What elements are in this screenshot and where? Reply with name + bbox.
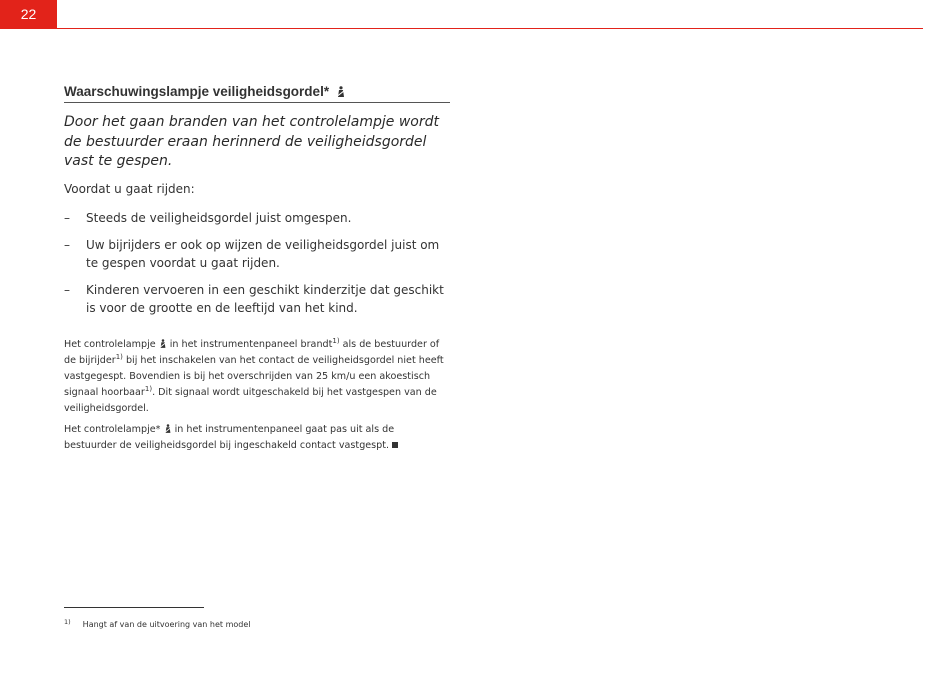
- footnote-ref: 1): [144, 384, 153, 393]
- lead-text: Voordat u gaat rijden:: [64, 182, 195, 196]
- bullet-dash: –: [64, 238, 70, 252]
- footnote: [64, 618, 251, 629]
- footnote-rule: [64, 607, 204, 608]
- section-heading: [64, 84, 346, 99]
- heading-rule: [64, 102, 450, 103]
- header-rule: [57, 28, 923, 29]
- list-item: – Kinderen vervoeren in een geschikt kinderzitje dat geschikt is voor de grootte en de leeftijd van het kind.: [64, 283, 444, 315]
- seatbelt-warning-icon: [164, 424, 172, 433]
- footnote-ref: 1): [115, 352, 123, 361]
- list-item: – Steeds de veiligheidsgordel juist omgespen.: [64, 211, 352, 225]
- bullet-dash: –: [64, 283, 70, 297]
- paragraph-light-off: Het controlelampje* in het instrumentenpaneel gaat pas uit als de bestuurder de veiligheidsgordel bij ingeschakeld contact vastgespt.: [64, 422, 449, 454]
- paragraph-warning-light: Het controlelampje in het instrumentenpaneel brandt$^{1)}$ als de bestuurder of de bijrijder$^{1)}$ bij het inschakelen van het contact de veiligheidsgordel niet heeft vastgegespt. Bovendien is bij het overschrijden van 25 km/u een akoestisch signaal hoorbaar$^{1)}$. Dit signaal wordt uitgeschakeld bij het vastgespen van de veiligheidsgordel.: [64, 336, 444, 414]
- footnote-ref: 1): [332, 336, 340, 345]
- footnote-text: Hangt af van de uitvoering van het model: [82, 620, 251, 629]
- bullet-list: [64, 209, 449, 326]
- end-of-section-mark: [392, 442, 398, 448]
- page-number: 22: [0, 0, 57, 29]
- seatbelt-warning-icon: [336, 86, 346, 97]
- seatbelt-warning-icon: [159, 339, 167, 348]
- section-title: Waarschuwingslampje veiligheidsgordel*: [64, 84, 330, 99]
- footnote-mark: 1): [64, 618, 71, 626]
- intro-text: Door het gaan branden van het controlelampje wordt de bestuurder eraan herinnerd de veiligheidsgordel vast te gespen.: [64, 114, 439, 169]
- list-item: – Uw bijrijders er ook op wijzen de veiligheidsgordel juist om te gespen voordat u gaat rijden.: [64, 238, 440, 270]
- bullet-dash: –: [64, 211, 70, 225]
